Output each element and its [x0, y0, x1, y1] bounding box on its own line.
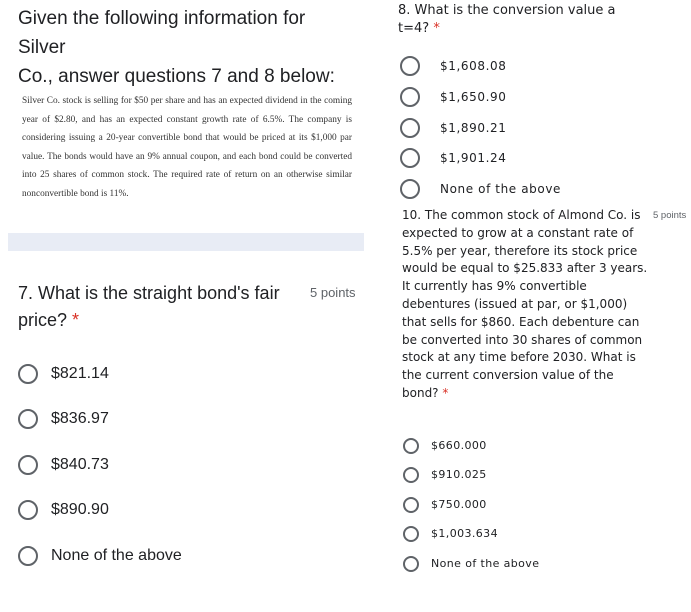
radio-button[interactable]: [403, 556, 419, 572]
q7-option[interactable]: [18, 500, 318, 520]
q8-option-label: None of the above: [440, 182, 562, 196]
q8-option-label: $1,608.08: [440, 59, 507, 73]
q8-option[interactable]: [400, 87, 680, 107]
q7-option[interactable]: [18, 364, 318, 384]
intro-line-1: Given the following information for Silver: [18, 8, 306, 58]
q8-option-label: $1,901.24: [440, 151, 507, 165]
q7-option[interactable]: [18, 409, 318, 429]
q8-option[interactable]: [400, 118, 680, 138]
q8-option[interactable]: [400, 148, 680, 168]
q8-option[interactable]: [400, 179, 680, 199]
q7-option-label: $821.14: [51, 365, 109, 382]
q10-option-label: $1,003.634: [431, 527, 498, 540]
q10-points: 5 points: [653, 210, 687, 221]
q7-question-text: 7. What is the straight bond's fair price?: [18, 283, 280, 330]
q8-option-label: $1,890.21: [440, 121, 507, 135]
q7-option-label: $836.97: [51, 410, 109, 427]
q10-option-label: None of the above: [431, 557, 540, 570]
q10-question: [402, 207, 652, 403]
radio-button[interactable]: [403, 438, 419, 454]
radio-button[interactable]: [400, 148, 420, 168]
radio-button[interactable]: [18, 364, 38, 384]
radio-button[interactable]: [400, 118, 420, 138]
q8-option-label: $1,650.90: [440, 90, 507, 104]
q7-points: 5 points: [310, 285, 356, 300]
q10-option[interactable]: [403, 497, 663, 513]
radio-button[interactable]: [400, 87, 420, 107]
radio-button[interactable]: [403, 467, 419, 483]
q8-question-line-1: 8. What is the conversion value a: [398, 3, 616, 18]
q10-option-label: $750.000: [431, 498, 487, 511]
q8-option[interactable]: [400, 56, 680, 76]
radio-button[interactable]: [400, 56, 420, 76]
problem-passage: Silver Co. stock is selling for $50 per share and has an expected dividend in the coming year of $2.80, and has an expected constant growth rate of 6.5%. The company is considering issuing a 20-year convertible bond that would be priced at its $1,000 par value. The bonds would have an 9% annual coupon, and each bond could be converted into 25 shares of common stock. The required rate of return on an otherwise similar nonconvertible bond is 11%.: [22, 96, 352, 199]
q10-question-text: 10. The common stock of Almond Co. is expected to grow at a constant rate of 5.5% per year, therefore its stock price would be equal to $25.833 after 3 years. It currently has 9% convertible debentures (issued at par, or $1,000) that sells for $860. Each debenture can be converted into 30 shares of common stock at any time before 2030. What is the current conversion value of the bond?: [402, 208, 648, 400]
q7-option[interactable]: [18, 546, 318, 566]
q8-required-mark: *: [433, 21, 440, 36]
q8-question-line-2: [398, 20, 691, 38]
radio-button[interactable]: [403, 497, 419, 513]
q10-option[interactable]: [403, 526, 663, 542]
q10-option[interactable]: [403, 556, 663, 572]
q10-option-label: $910.025: [431, 468, 487, 481]
radio-button[interactable]: [18, 455, 38, 475]
radio-button[interactable]: [403, 526, 419, 542]
q10-option[interactable]: [403, 467, 663, 483]
q8-question-line-2-text: t=4?: [398, 21, 430, 36]
q7-question: [18, 280, 288, 334]
section-divider: [8, 233, 364, 251]
q10-option[interactable]: [403, 438, 663, 454]
q8-question: [398, 2, 691, 38]
q7-option-label: None of the above: [51, 547, 182, 564]
q7-option-label: $890.90: [51, 501, 109, 518]
q7-option[interactable]: [18, 455, 318, 475]
radio-button[interactable]: [400, 179, 420, 199]
radio-button[interactable]: [18, 409, 38, 429]
intro-line-2: Co., answer questions 7 and 8 below:: [18, 66, 335, 87]
q7-option-label: $840.73: [51, 456, 109, 473]
q10-required-mark: *: [442, 385, 449, 400]
q7-required-mark: *: [72, 310, 80, 330]
intro-heading: [18, 4, 358, 91]
q10-option-label: $660.000: [431, 439, 487, 452]
radio-button[interactable]: [18, 500, 38, 520]
radio-button[interactable]: [18, 546, 38, 566]
